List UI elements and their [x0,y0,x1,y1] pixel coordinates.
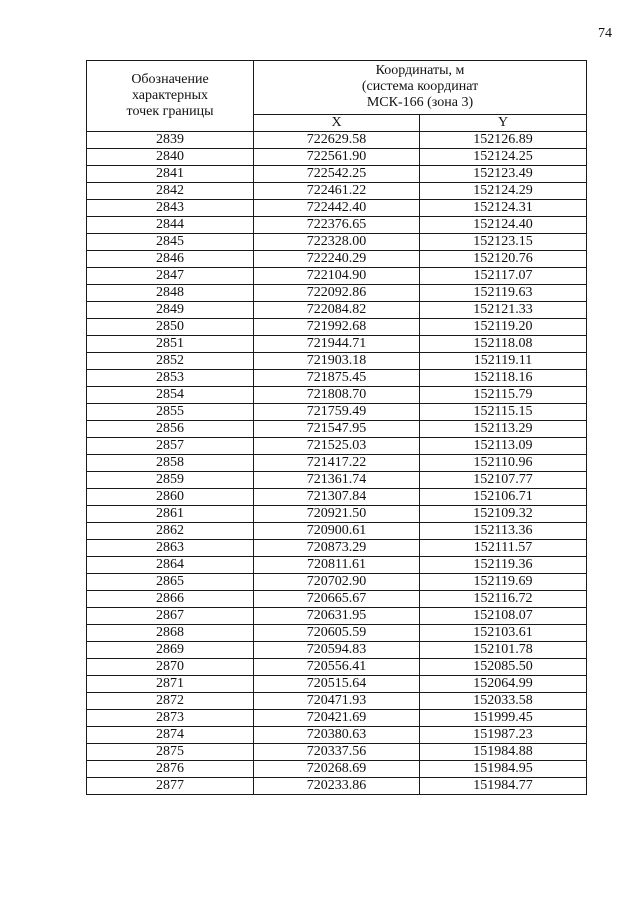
x-coordinate-cell: 720380.63 [254,727,420,744]
point-id-cell: 2848 [87,285,254,302]
table-row [87,523,587,540]
point-id-cell: 2875 [87,744,254,761]
y-coordinate-cell: 152033.58 [420,693,587,710]
point-id-cell: 2859 [87,472,254,489]
table-row [87,659,587,676]
point-id-cell: 2854 [87,387,254,404]
coordinates-header [254,61,587,115]
table-row [87,302,587,319]
y-coordinate-cell: 152124.31 [420,200,587,217]
y-coordinate-cell: 152118.08 [420,336,587,353]
x-coordinate-cell: 721875.45 [254,370,420,387]
x-coordinate-cell: 720921.50 [254,506,420,523]
table-row [87,370,587,387]
y-coordinate-cell: 152101.78 [420,642,587,659]
x-coordinate-cell: 720471.93 [254,693,420,710]
x-coordinate-cell: 722542.25 [254,166,420,183]
table-row [87,642,587,659]
point-id-cell: 2870 [87,659,254,676]
point-header-line: характерных [131,88,209,103]
y-coordinate-cell: 151987.23 [420,727,587,744]
table-row [87,676,587,693]
x-coordinate-cell: 720594.83 [254,642,420,659]
table-row [87,608,587,625]
table-row [87,251,587,268]
x-coordinate-cell: 720702.90 [254,574,420,591]
x-coordinate-cell: 722240.29 [254,251,420,268]
y-coordinate-cell: 152106.71 [420,489,587,506]
table-body [87,132,587,795]
point-id-cell: 2849 [87,302,254,319]
y-coordinate-cell: 152123.49 [420,166,587,183]
x-coordinate-cell: 720233.86 [254,778,420,795]
point-id-cell: 2867 [87,608,254,625]
point-id-cell: 2850 [87,319,254,336]
point-header-line: точек границы [126,104,214,119]
table-row [87,574,587,591]
x-coordinate-cell: 720421.69 [254,710,420,727]
x-coordinate-cell: 721808.70 [254,387,420,404]
x-coordinate-cell: 722561.90 [254,149,420,166]
coord-header-line: МСК-166 (зона 3) [366,95,474,111]
point-id-cell: 2840 [87,149,254,166]
table-row [87,421,587,438]
table-row [87,285,587,302]
y-coordinate-cell: 152119.36 [420,557,587,574]
page-number: 74 [598,26,612,41]
x-coordinate-cell: 722328.00 [254,234,420,251]
y-coordinate-cell: 152108.07 [420,608,587,625]
y-coordinate-cell: 152126.89 [420,132,587,149]
table-row [87,387,587,404]
x-column-header: X [254,114,420,131]
y-coordinate-cell: 152113.29 [420,421,587,438]
y-coordinate-cell: 151984.77 [420,778,587,795]
table-row [87,336,587,353]
y-coordinate-cell: 152119.11 [420,353,587,370]
table-row [87,693,587,710]
table-row [87,557,587,574]
x-coordinate-cell: 722629.58 [254,132,420,149]
x-coordinate-cell: 722461.22 [254,183,420,200]
y-coordinate-cell: 152119.69 [420,574,587,591]
table-row [87,353,587,370]
x-coordinate-cell: 720515.64 [254,676,420,693]
table-row [87,200,587,217]
table-row [87,132,587,149]
table-row [87,489,587,506]
y-coordinate-cell: 152115.15 [420,404,587,421]
table-row [87,625,587,642]
point-id-cell: 2861 [87,506,254,523]
x-coordinate-cell: 722092.86 [254,285,420,302]
y-coordinate-cell: 152124.40 [420,217,587,234]
point-id-cell: 2862 [87,523,254,540]
point-id-cell: 2860 [87,489,254,506]
x-coordinate-cell: 720900.61 [254,523,420,540]
point-designation-header [87,61,254,132]
x-coordinate-cell: 720605.59 [254,625,420,642]
point-id-cell: 2868 [87,625,254,642]
y-coordinate-cell: 152103.61 [420,625,587,642]
table-row [87,761,587,778]
table-header [87,61,587,132]
point-id-cell: 2844 [87,217,254,234]
point-id-cell: 2845 [87,234,254,251]
y-coordinate-cell: 152118.16 [420,370,587,387]
x-coordinate-cell: 722104.90 [254,268,420,285]
point-id-cell: 2858 [87,455,254,472]
point-id-cell: 2857 [87,438,254,455]
table-row [87,540,587,557]
table-row [87,319,587,336]
y-coordinate-cell: 152113.09 [420,438,587,455]
coord-header-line: (система координат [361,79,479,95]
table-row [87,183,587,200]
point-id-cell: 2865 [87,574,254,591]
y-coordinate-cell: 152116.72 [420,591,587,608]
x-coordinate-cell: 721759.49 [254,404,420,421]
x-coordinate-cell: 722442.40 [254,200,420,217]
point-id-cell: 2839 [87,132,254,149]
point-id-cell: 2846 [87,251,254,268]
table-row [87,778,587,795]
y-coordinate-cell: 152124.29 [420,183,587,200]
x-coordinate-cell: 721547.95 [254,421,420,438]
x-coordinate-cell: 721903.18 [254,353,420,370]
point-id-cell: 2863 [87,540,254,557]
x-coordinate-cell: 720873.29 [254,540,420,557]
x-coordinate-cell: 720556.41 [254,659,420,676]
point-id-cell: 2877 [87,778,254,795]
x-coordinate-cell: 722376.65 [254,217,420,234]
point-id-cell: 2876 [87,761,254,778]
table-row [87,166,587,183]
y-coordinate-cell: 152123.15 [420,234,587,251]
x-coordinate-cell: 722084.82 [254,302,420,319]
y-coordinate-cell: 152119.63 [420,285,587,302]
x-coordinate-cell: 720811.61 [254,557,420,574]
x-coordinate-cell: 720665.67 [254,591,420,608]
point-id-cell: 2866 [87,591,254,608]
y-coordinate-cell: 152111.57 [420,540,587,557]
x-coordinate-cell: 721525.03 [254,438,420,455]
y-coordinate-cell: 152085.50 [420,659,587,676]
point-id-cell: 2864 [87,557,254,574]
x-coordinate-cell: 720337.56 [254,744,420,761]
table-row [87,234,587,251]
point-id-cell: 2841 [87,166,254,183]
point-id-cell: 2851 [87,336,254,353]
table-row [87,438,587,455]
y-coordinate-cell: 152115.79 [420,387,587,404]
point-id-cell: 2852 [87,353,254,370]
point-id-cell: 2873 [87,710,254,727]
coordinates-table-wrapper [86,60,586,795]
point-header-line: Обозначение [131,72,209,87]
point-id-cell: 2872 [87,693,254,710]
table-row [87,744,587,761]
y-coordinate-cell: 152117.07 [420,268,587,285]
table-row [87,149,587,166]
x-coordinate-cell: 721417.22 [254,455,420,472]
y-coordinate-cell: 151999.45 [420,710,587,727]
y-coordinate-cell: 151984.95 [420,761,587,778]
point-id-cell: 2847 [87,268,254,285]
y-coordinate-cell: 152113.36 [420,523,587,540]
x-coordinate-cell: 720631.95 [254,608,420,625]
point-id-cell: 2871 [87,676,254,693]
y-coordinate-cell: 152124.25 [420,149,587,166]
table-row [87,591,587,608]
point-id-cell: 2853 [87,370,254,387]
coord-header-line: Координаты, м [375,63,465,79]
point-id-cell: 2842 [87,183,254,200]
y-coordinate-cell: 151984.88 [420,744,587,761]
table-row [87,217,587,234]
x-coordinate-cell: 721307.84 [254,489,420,506]
coordinates-table [86,60,587,795]
point-id-cell: 2874 [87,727,254,744]
point-id-cell: 2855 [87,404,254,421]
y-coordinate-cell: 152064.99 [420,676,587,693]
y-coordinate-cell: 152107.77 [420,472,587,489]
x-coordinate-cell: 720268.69 [254,761,420,778]
table-row [87,268,587,285]
y-coordinate-cell: 152109.32 [420,506,587,523]
y-coordinate-cell: 152119.20 [420,319,587,336]
table-row [87,404,587,421]
x-coordinate-cell: 721944.71 [254,336,420,353]
y-coordinate-cell: 152120.76 [420,251,587,268]
table-row [87,455,587,472]
point-id-cell: 2843 [87,200,254,217]
x-coordinate-cell: 721361.74 [254,472,420,489]
y-column-header: Y [420,114,587,131]
point-id-cell: 2869 [87,642,254,659]
y-coordinate-cell: 152110.96 [420,455,587,472]
table-row [87,710,587,727]
y-coordinate-cell: 152121.33 [420,302,587,319]
point-id-cell: 2856 [87,421,254,438]
x-coordinate-cell: 721992.68 [254,319,420,336]
table-row [87,472,587,489]
table-row [87,727,587,744]
table-row [87,506,587,523]
